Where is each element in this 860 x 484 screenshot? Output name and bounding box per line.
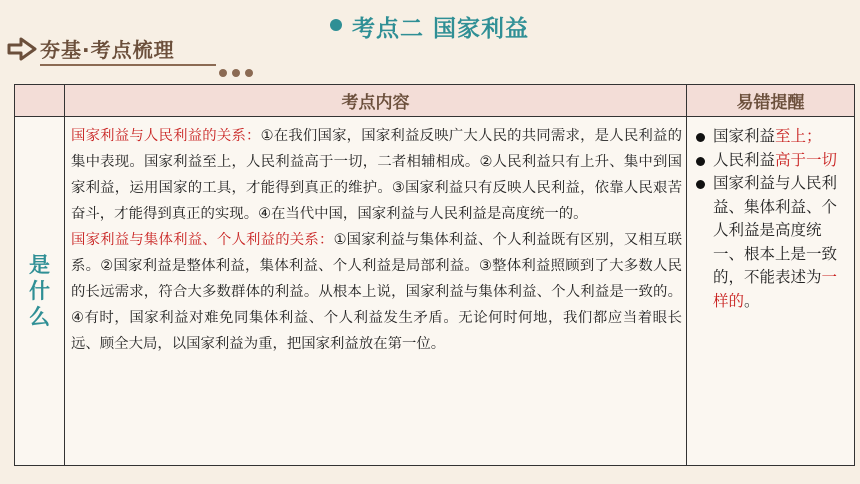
paragraph-1 <box>71 123 682 227</box>
arrow-right-icon <box>6 36 40 62</box>
dots-icon <box>219 62 261 74</box>
para1-heading: 国家利益与人民利益的关系： <box>71 128 261 144</box>
section-label: 夯基·考点梳理 <box>40 38 175 62</box>
paragraph-2 <box>71 227 682 357</box>
tip-item: 人民利益高于一切 <box>693 149 848 173</box>
header-content: 考点内容 <box>65 85 687 117</box>
content-table <box>14 84 855 466</box>
tips-list <box>693 125 848 313</box>
section-underline <box>40 64 216 66</box>
tips-cell <box>687 117 855 466</box>
page-title: 考点二 国家利益 <box>352 16 530 42</box>
corner-cell <box>15 85 65 117</box>
para1-body: ①在我们国家，国家利益反映广大人民的共同需求，是人民利益的集中表现。国家利益至上，人民利益高于一切，二者相辅相成。②人民利益只有上升、集中到国家利益，运用国家的工具，才能得到真正的维护。③国家利益只有反映人民利益，依靠人民艰苦奋斗，才能得到真正的实现。④在当代中国，国家利益与人民利益是高度统一的。 <box>71 128 682 222</box>
row-label-cell <box>15 117 65 466</box>
content-cell <box>65 117 687 466</box>
tip-item: 国家利益至上； <box>693 125 848 149</box>
tip-item: 国家利益与人民利益、集体利益、个人利益是高度统一、根本上是一致的，不能表述为一样的。 <box>693 172 848 313</box>
header-tips: 易错提醒 <box>687 85 855 117</box>
row-label: 是什么 <box>29 253 50 329</box>
para2-heading: 国家利益与集体利益、个人利益的关系： <box>71 232 334 248</box>
title-bullet-icon <box>330 19 342 31</box>
para2-body: ①国家利益与集体利益、个人利益既有区别，又相互联系。②国家利益是整体利益，集体利益、个人利益是局部利益。③整体利益照顾到了大多数人民的长远需求，符合大多数群体的利益。从根本上说，国家利益与集体利益、个人利益是一致的。④有时，国家利益对难免同集体利益、个人利益发生矛盾。无论何时何地，我们都应当着眼长远、顾全大局，以国家利益为重，把国家利益放在第一位。 <box>71 232 682 352</box>
